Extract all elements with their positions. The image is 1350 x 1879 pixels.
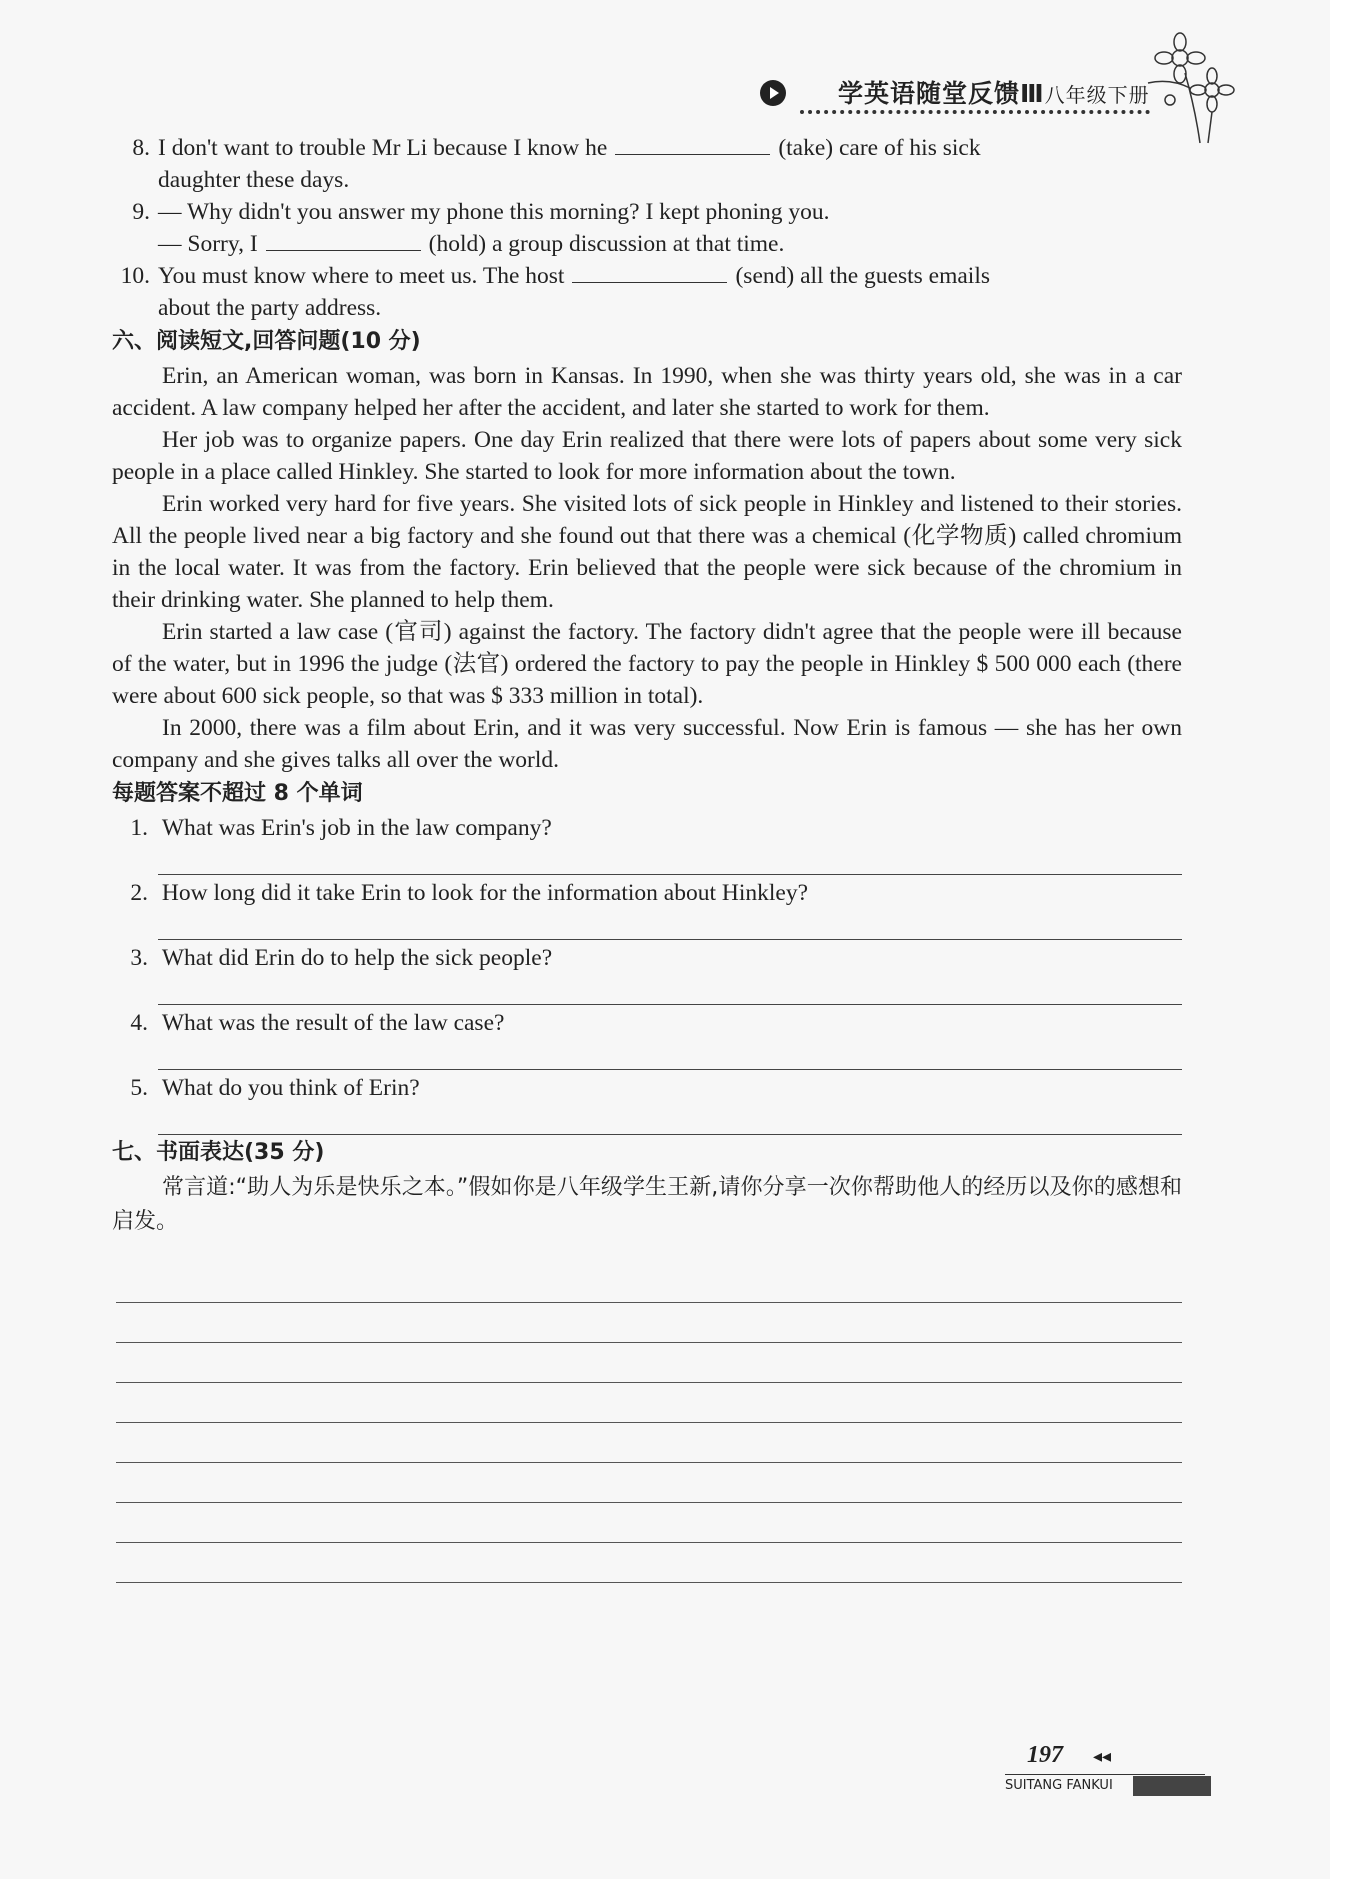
section-7-title: 七、书面表达(35 分) [112, 1140, 325, 1165]
reading-paragraph: Erin, an American woman, was born in Kansas. In 1990, when she was thirty years old, she was in a car accident. A law company helped her after the accident, and later she started to work for them. [112, 363, 1182, 421]
question-text: What do you think of Erin? [161, 1075, 420, 1101]
reading-paragraph: Erin worked very hard for five years. She visited lots of sick people in Hinkley and listened to their stories. All the people lived near a big factory and she found out that there was a chemical (化学物质) called chromium in the local water. It was from the factory. Erin believed that the people were sick because of the chromium in their drinking water. She planned to help them. [112, 491, 1182, 613]
question-text: What did Erin do to help the sick people? [161, 945, 553, 971]
question-number: 10. [120, 263, 150, 289]
brand-logo-icon [1133, 1776, 1211, 1796]
answer-line[interactable] [158, 1039, 1182, 1070]
book-subtitle: 八年级下册 [1044, 83, 1150, 107]
question-text: all the guests emails [800, 263, 990, 289]
page-content [112, 132, 1182, 1583]
reading-question-4 [112, 1007, 1182, 1070]
question-number: 3. [130, 945, 148, 971]
question-text: care of his sick [838, 135, 981, 161]
answer-instruction: 每题答案不超过 8 个单词 [112, 781, 363, 806]
question-text: — Sorry, I [158, 231, 258, 257]
writing-line[interactable] [116, 1503, 1182, 1543]
writing-line[interactable] [116, 1423, 1182, 1463]
fill-in-question-10 [112, 260, 1182, 324]
writing-line[interactable] [116, 1303, 1182, 1343]
question-text: What was the result of the law case? [161, 1010, 505, 1036]
question-text: You must know where to meet us. The host [158, 263, 565, 289]
question-number: 4. [130, 1010, 148, 1036]
question-number: 1. [130, 815, 148, 841]
question-number: 2. [130, 880, 148, 906]
footer-rule [1005, 1774, 1205, 1775]
verb-hint: (hold) [428, 231, 487, 257]
reading-paragraph: Her job was to organize papers. One day Erin realized that there were lots of papers about some very sick people in a place called Hinkley. She started to look for more information about the town. [112, 427, 1182, 485]
question-text: How long did it take Erin to look for the information about Hinkley? [161, 880, 808, 906]
writing-line[interactable] [116, 1343, 1182, 1383]
question-number: 8. [132, 135, 150, 161]
answer-blank[interactable] [572, 260, 727, 283]
writing-line[interactable] [116, 1543, 1182, 1583]
question-text: — Why didn't you answer my phone this morning? I kept phoning you. [158, 199, 830, 225]
answer-line[interactable] [158, 909, 1182, 940]
answer-line[interactable] [158, 844, 1182, 875]
question-continuation: daughter these days. [158, 167, 350, 193]
answer-blank[interactable] [615, 132, 770, 155]
answer-line[interactable] [158, 1104, 1182, 1135]
section-6-title: 六、阅读短文,回答问题(10 分) [112, 329, 421, 354]
reading-paragraph: In 2000, there was a film about Erin, and it was very successful. Now Erin is famous — she has her own company and she gives talks all over the world. [112, 715, 1182, 773]
question-number: 5. [130, 1075, 148, 1101]
page-footer [1005, 1742, 1215, 1812]
page-header [760, 72, 1155, 122]
writing-line[interactable] [116, 1463, 1182, 1503]
question-text: a group discussion at that time. [491, 231, 785, 257]
question-continuation: about the party address. [158, 295, 382, 321]
reading-question-5 [112, 1072, 1182, 1135]
arrow-icon: ◂◂ [1093, 1746, 1112, 1766]
answer-line[interactable] [158, 974, 1182, 1005]
verb-hint: (send) [735, 263, 795, 289]
fill-in-question-8 [112, 132, 1182, 196]
question-text: What was Erin's job in the law company? [161, 815, 552, 841]
header-dotted-rule [800, 110, 1150, 114]
page-number: 197 [1027, 1742, 1063, 1768]
reading-question-1 [112, 812, 1182, 875]
reading-paragraph: Erin started a law case (官司) against the factory. The factory didn't agree that the people were ill because of the water, but in 1996 the judge (法官) ordered the factory to pay the people in Hinkley $ 500 000 each (there were about 600 sick people, so that was $ 333 million in total). [112, 619, 1182, 709]
writing-line[interactable] [116, 1263, 1182, 1303]
writing-line[interactable] [116, 1383, 1182, 1423]
verb-hint: (take) [778, 135, 834, 161]
writing-area [112, 1263, 1182, 1583]
answer-blank[interactable] [266, 228, 421, 251]
question-number: 9. [132, 199, 150, 225]
writing-prompt: 常言道:“助人为乐是快乐之本。”假如你是八年级学生王新,请你分享一次你帮助他人的经历以及你的感想和启发。 [112, 1175, 1182, 1234]
play-icon [760, 80, 786, 106]
fill-in-question-9 [112, 196, 1182, 260]
brand-text: SUITANG FANKUI [1005, 1778, 1113, 1793]
reading-question-2 [112, 877, 1182, 940]
flower-decoration-icon [1140, 28, 1250, 148]
question-text: I don't want to trouble Mr Li because I know he [158, 135, 608, 161]
book-title: 学英语随堂反馈Ⅲ八年级下册 [838, 79, 1150, 108]
reading-question-3 [112, 942, 1182, 1005]
